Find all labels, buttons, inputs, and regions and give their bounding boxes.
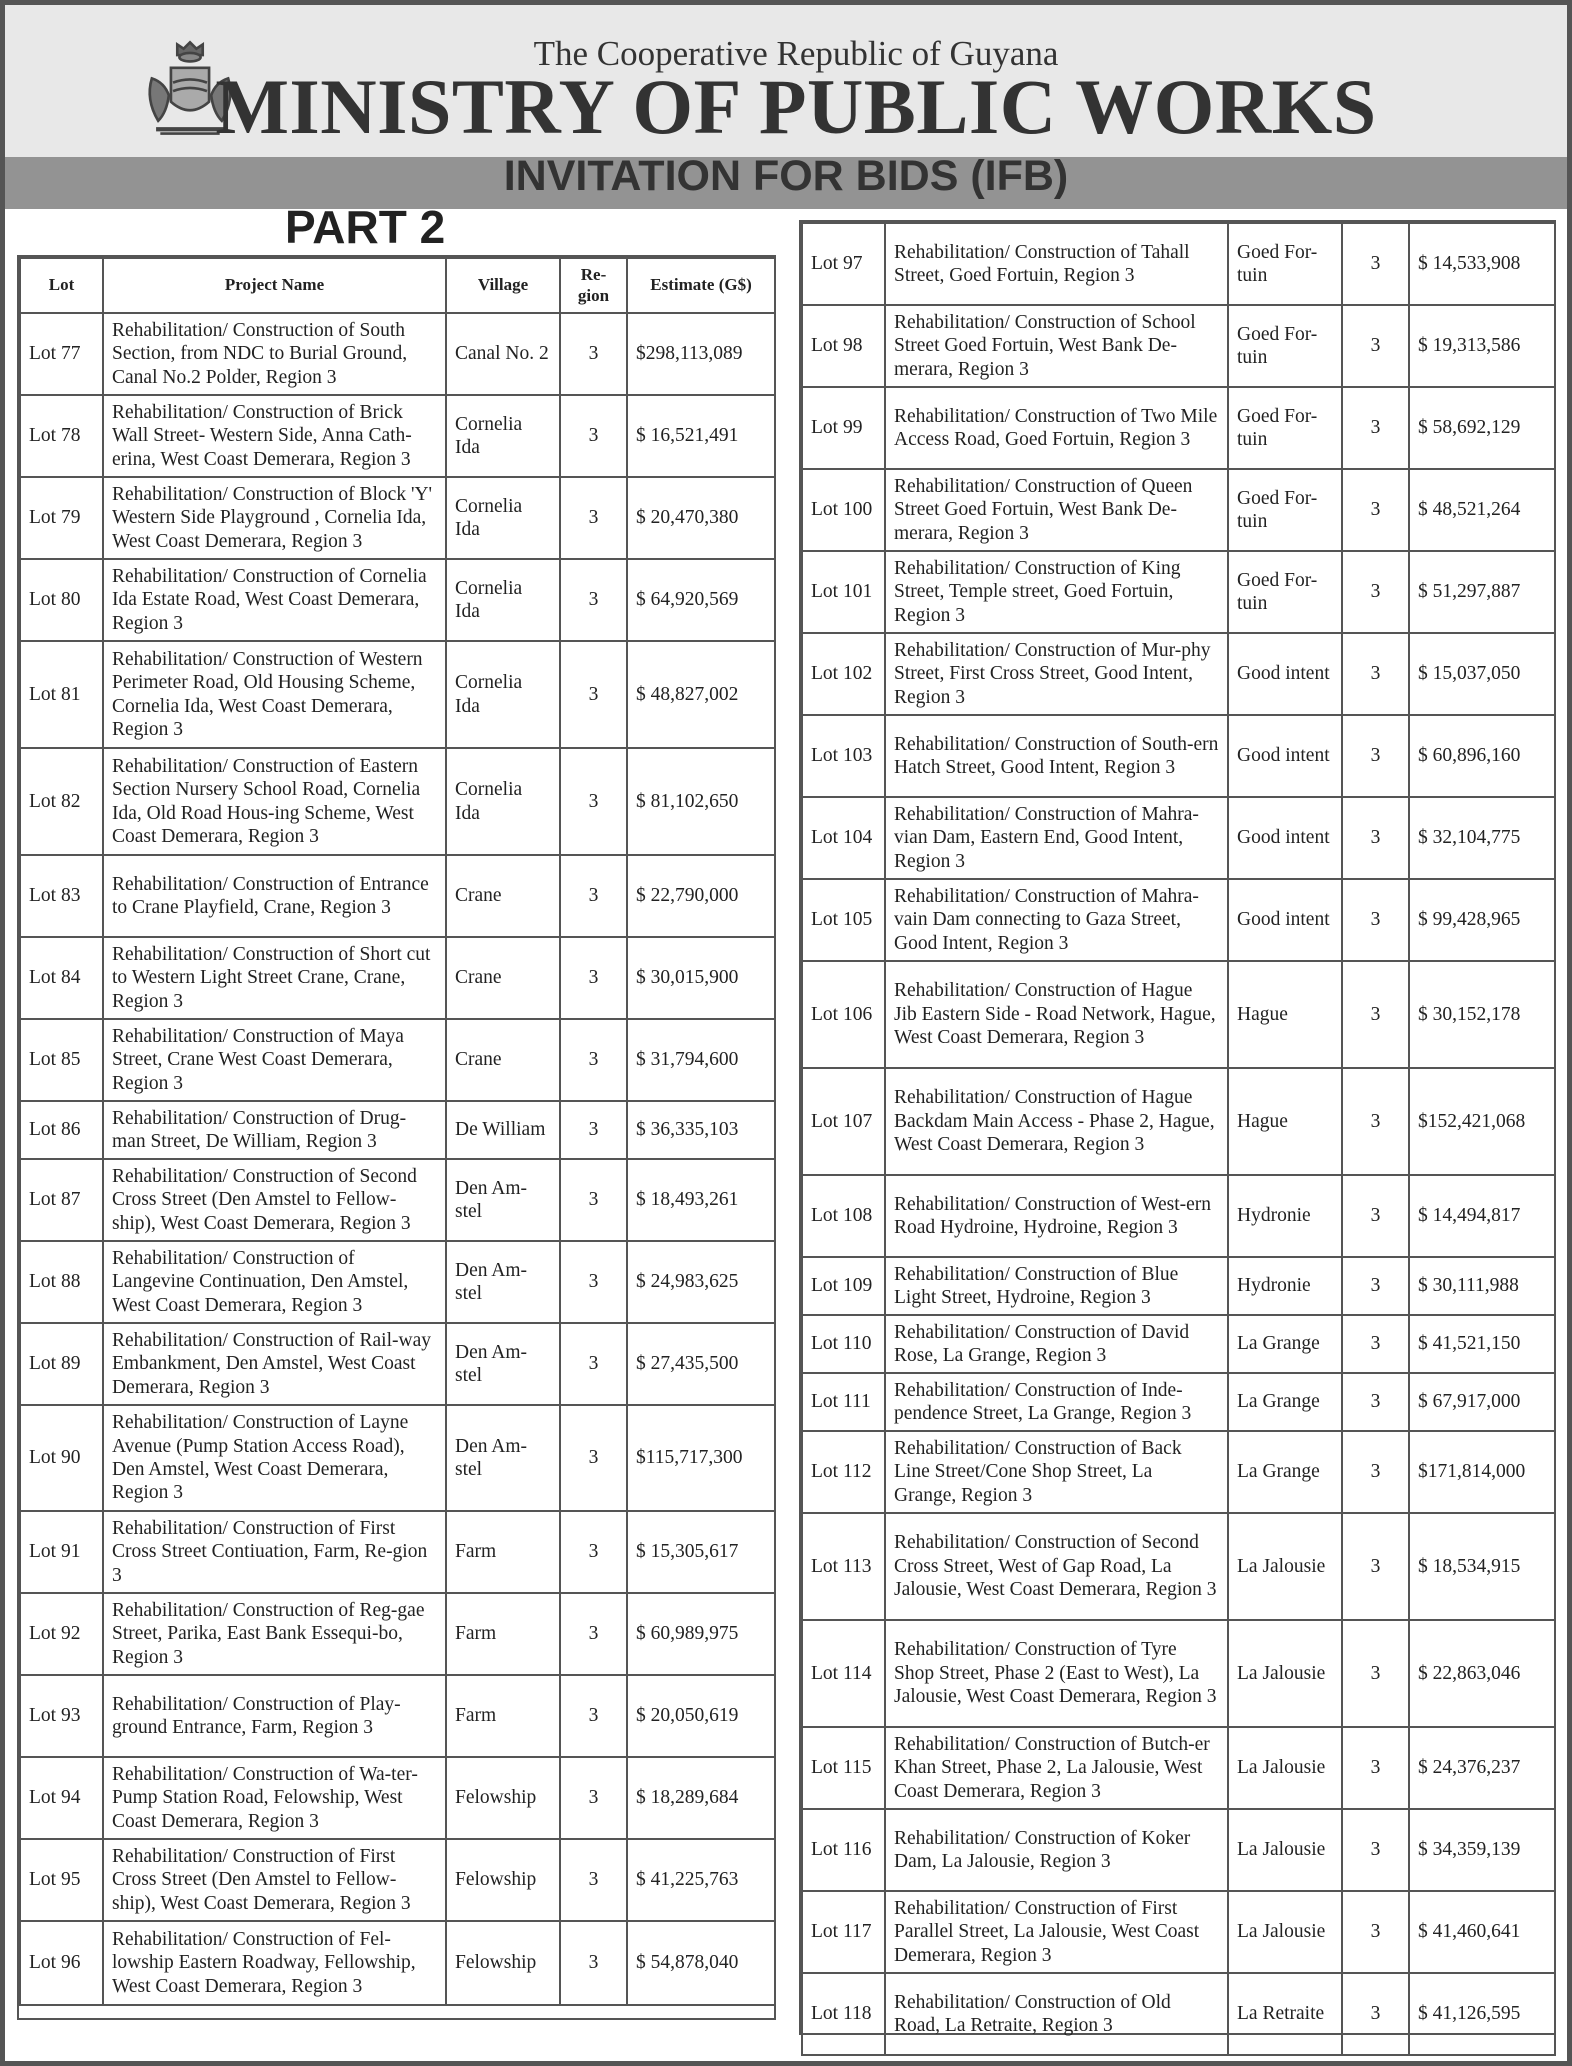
project-name-cell: Rehabilitation/ Construction of Short cut to Western Light Street Crane, Crane, Region 3 bbox=[103, 937, 446, 1019]
village-cell: Crane bbox=[446, 937, 560, 1019]
village-cell: Hague bbox=[1228, 961, 1342, 1068]
estimate-cell: $ 18,534,915 bbox=[1409, 1513, 1555, 1620]
lot-cell: Lot 80 bbox=[20, 559, 103, 641]
table-row bbox=[802, 879, 1555, 961]
project-name-cell: Rehabilitation/ Construction of Layne Avenue (Pump Station Access Road), Den Amstel, West Coast Demerara, Region 3 bbox=[103, 1405, 446, 1511]
region-cell: 3 bbox=[1342, 1891, 1409, 1973]
project-name-cell: Rehabilitation/ Construction of Western Perimeter Road, Old Housing Scheme, Cornelia Ida, West Coast Demerara, Region 3 bbox=[103, 641, 446, 748]
lot-cell: Lot 93 bbox=[20, 1675, 103, 1757]
project-name-cell: Rehabilitation/ Construction of South-ern Hatch Street, Good Intent, Region 3 bbox=[885, 715, 1228, 797]
region-cell: 3 bbox=[1342, 961, 1409, 1068]
estimate-cell: $ 20,050,619 bbox=[627, 1675, 775, 1757]
region-cell: 3 bbox=[560, 1101, 627, 1159]
lot-cell: Lot 106 bbox=[802, 961, 885, 1068]
lot-cell: Lot 86 bbox=[20, 1101, 103, 1159]
village-cell: Canal No. 2 bbox=[446, 313, 560, 395]
estimate-cell: $ 14,494,817 bbox=[1409, 1175, 1555, 1257]
estimate-cell: $ 30,152,178 bbox=[1409, 961, 1555, 1068]
estimate-cell: $ 22,790,000 bbox=[627, 855, 775, 937]
lot-cell: Lot 79 bbox=[20, 477, 103, 559]
region-cell: 3 bbox=[560, 313, 627, 395]
table-row bbox=[20, 1511, 775, 1593]
project-name-cell: Rehabilitation/ Construction of Butch-er Khan Street, Phase 2, La Jalousie, West Coast Demerara, Region 3 bbox=[885, 1727, 1228, 1809]
region-cell: 3 bbox=[560, 559, 627, 641]
project-name-cell: Rehabilitation/ Construction of Fel-lowship Eastern Roadway, Fellowship, West Coast Demerara, Region 3 bbox=[103, 1921, 446, 2005]
village-cell: Hydronie bbox=[1228, 1257, 1342, 1315]
estimate-cell: $ 54,878,040 bbox=[627, 1921, 775, 2005]
estimate-cell: $ 67,917,000 bbox=[1409, 1373, 1555, 1431]
project-name-cell: Rehabilitation/ Construction of Langevine Continuation, Den Amstel, West Coast Demerara, Region 3 bbox=[103, 1241, 446, 1323]
table-row bbox=[20, 1405, 775, 1511]
estimate-cell: $ 64,920,569 bbox=[627, 559, 775, 641]
region-cell: 3 bbox=[560, 937, 627, 1019]
project-name-cell: Rehabilitation/ Construction of Drug-man Street, De William, Region 3 bbox=[103, 1101, 446, 1159]
village-cell: La Jalousie bbox=[1228, 1620, 1342, 1727]
village-cell: La Jalousie bbox=[1228, 1727, 1342, 1809]
project-name-cell: Rehabilitation/ Construction of Block 'Y' Western Side Playground , Cornelia Ida, West Coast Demerara, Region 3 bbox=[103, 477, 446, 559]
village-cell: Farm bbox=[446, 1511, 560, 1593]
table-row bbox=[20, 641, 775, 748]
column-header-lot: Lot bbox=[20, 258, 103, 313]
region-cell: 3 bbox=[1342, 387, 1409, 469]
project-name-cell: Rehabilitation/ Construction of Maya Street, Crane West Coast Demerara, Region 3 bbox=[103, 1019, 446, 1101]
village-cell: Den Am-stel bbox=[446, 1405, 560, 1511]
project-name-cell: Rehabilitation/ Construction of Reg-gae Street, Parika, East Bank Essequi-bo, Region 3 bbox=[103, 1593, 446, 1675]
table-row bbox=[20, 1675, 775, 1757]
estimate-cell: $ 16,521,491 bbox=[627, 395, 775, 477]
estimate-cell: $ 30,111,988 bbox=[1409, 1257, 1555, 1315]
table-row bbox=[802, 387, 1555, 469]
table-row bbox=[802, 1068, 1555, 1175]
project-name-cell: Rehabilitation/ Construction of First Parallel Street, La Jalousie, West Coast Demerara, Region 3 bbox=[885, 1891, 1228, 1973]
region-cell: 3 bbox=[560, 395, 627, 477]
village-cell: Cornelia Ida bbox=[446, 641, 560, 748]
table-row bbox=[802, 797, 1555, 879]
table-row bbox=[20, 1839, 775, 1921]
region-cell: 3 bbox=[560, 855, 627, 937]
region-cell: 3 bbox=[560, 477, 627, 559]
estimate-cell: $ 15,305,617 bbox=[627, 1511, 775, 1593]
estimate-cell: $298,113,089 bbox=[627, 313, 775, 395]
region-cell: 3 bbox=[560, 641, 627, 748]
table-row bbox=[20, 1593, 775, 1675]
project-name-cell: Rehabilitation/ Construction of Wa-ter-Pump Station Road, Felowship, West Coast Demerara, Region 3 bbox=[103, 1757, 446, 1839]
estimate-cell: $ 30,015,900 bbox=[627, 937, 775, 1019]
lot-cell: Lot 101 bbox=[802, 551, 885, 633]
village-cell: Den Am-stel bbox=[446, 1159, 560, 1241]
table-row bbox=[20, 477, 775, 559]
estimate-cell: $ 51,297,887 bbox=[1409, 551, 1555, 633]
village-cell: Goed For-tuin bbox=[1228, 551, 1342, 633]
table-row bbox=[802, 1809, 1555, 1891]
table-row bbox=[802, 1315, 1555, 1373]
village-cell: La Jalousie bbox=[1228, 1809, 1342, 1891]
region-cell: 3 bbox=[560, 1675, 627, 1757]
table-row bbox=[20, 937, 775, 1019]
village-cell: Farm bbox=[446, 1593, 560, 1675]
project-name-cell: Rehabilitation/ Construction of West-ern Road Hydroine, Hydroine, Region 3 bbox=[885, 1175, 1228, 1257]
bids-table-left bbox=[19, 257, 776, 2006]
region-cell: 3 bbox=[560, 1405, 627, 1511]
village-cell: Good intent bbox=[1228, 715, 1342, 797]
region-cell: 3 bbox=[1342, 633, 1409, 715]
lot-cell: Lot 104 bbox=[802, 797, 885, 879]
table-row bbox=[802, 1513, 1555, 1620]
table-row bbox=[20, 1159, 775, 1241]
table-row bbox=[20, 559, 775, 641]
estimate-cell: $ 41,225,763 bbox=[627, 1839, 775, 1921]
lot-cell: Lot 111 bbox=[802, 1373, 885, 1431]
table-row bbox=[802, 633, 1555, 715]
table-row bbox=[20, 1241, 775, 1323]
lot-cell: Lot 116 bbox=[802, 1809, 885, 1891]
estimate-cell: $152,421,068 bbox=[1409, 1068, 1555, 1175]
village-cell: Den Am-stel bbox=[446, 1241, 560, 1323]
project-name-cell: Rehabilitation/ Construction of Hague Backdam Main Access - Phase 2, Hague, West Coast Demerara, Region 3 bbox=[885, 1068, 1228, 1175]
estimate-cell: $ 15,037,050 bbox=[1409, 633, 1555, 715]
village-cell: Felowship bbox=[446, 1757, 560, 1839]
village-cell: Crane bbox=[446, 855, 560, 937]
region-cell: 3 bbox=[560, 1323, 627, 1405]
region-cell: 3 bbox=[560, 1241, 627, 1323]
project-name-cell: Rehabilitation/ Construction of South Section, from NDC to Burial Ground, Canal No.2 Polder, Region 3 bbox=[103, 313, 446, 395]
village-cell: Den Am-stel bbox=[446, 1323, 560, 1405]
lot-cell: Lot 97 bbox=[802, 223, 885, 305]
lot-cell: Lot 112 bbox=[802, 1431, 885, 1513]
table-row bbox=[802, 1257, 1555, 1315]
table-row bbox=[20, 1101, 775, 1159]
table-row bbox=[802, 305, 1555, 387]
lot-cell: Lot 77 bbox=[20, 313, 103, 395]
region-cell: 3 bbox=[560, 1593, 627, 1675]
project-name-cell: Rehabilitation/ Construction of King Street, Temple street, Goed Fortuin, Region 3 bbox=[885, 551, 1228, 633]
village-cell: La Retraite bbox=[1228, 1973, 1342, 2055]
part-heading: PART 2 bbox=[285, 201, 446, 253]
lot-cell: Lot 87 bbox=[20, 1159, 103, 1241]
lot-cell: Lot 95 bbox=[20, 1839, 103, 1921]
estimate-cell: $ 27,435,500 bbox=[627, 1323, 775, 1405]
project-name-cell: Rehabilitation/ Construction of Old Road, La Retraite, Region 3 bbox=[885, 1973, 1228, 2055]
region-cell: 3 bbox=[1342, 1620, 1409, 1727]
project-name-cell: Rehabilitation/ Construction of Brick Wall Street- Western Side, Anna Cath-erina, West Coast Demerara, Region 3 bbox=[103, 395, 446, 477]
ifb-title: INVITATION FOR BIDS (IFB) bbox=[503, 152, 1069, 200]
project-name-cell: Rehabilitation/ Construction of Cornelia Ida Estate Road, West Coast Demerara, Region 3 bbox=[103, 559, 446, 641]
column-header-project: Project Name bbox=[103, 258, 446, 313]
village-cell: Felowship bbox=[446, 1839, 560, 1921]
table-row bbox=[802, 1431, 1555, 1513]
project-name-cell: Rehabilitation/ Construction of First Cross Street (Den Amstel to Fellow-ship), West Coast Demerara, Region 3 bbox=[103, 1839, 446, 1921]
estimate-cell: $ 60,896,160 bbox=[1409, 715, 1555, 797]
table-row bbox=[20, 855, 775, 937]
lot-cell: Lot 105 bbox=[802, 879, 885, 961]
project-name-cell: Rehabilitation/ Construction of Back Line Street/Cone Shop Street, La Grange, Region 3 bbox=[885, 1431, 1228, 1513]
table-row bbox=[802, 715, 1555, 797]
village-cell: Good intent bbox=[1228, 797, 1342, 879]
table-row bbox=[802, 1891, 1555, 1973]
estimate-cell: $ 24,376,237 bbox=[1409, 1727, 1555, 1809]
table-row bbox=[20, 1757, 775, 1839]
column-header-estimate: Estimate (G$) bbox=[627, 258, 775, 313]
lot-cell: Lot 107 bbox=[802, 1068, 885, 1175]
village-cell: La Jalousie bbox=[1228, 1891, 1342, 1973]
village-cell: Cornelia Ida bbox=[446, 559, 560, 641]
project-name-cell: Rehabilitation/ Construction of Entrance to Crane Playfield, Crane, Region 3 bbox=[103, 855, 446, 937]
estimate-cell: $ 41,460,641 bbox=[1409, 1891, 1555, 1973]
table-row bbox=[802, 961, 1555, 1068]
estimate-cell: $ 48,521,264 bbox=[1409, 469, 1555, 551]
estimate-cell: $ 32,104,775 bbox=[1409, 797, 1555, 879]
region-cell: 3 bbox=[1342, 469, 1409, 551]
table-row bbox=[20, 1019, 775, 1101]
lot-cell: Lot 115 bbox=[802, 1727, 885, 1809]
village-cell: De William bbox=[446, 1101, 560, 1159]
table-row bbox=[802, 1175, 1555, 1257]
estimate-cell: $171,814,000 bbox=[1409, 1431, 1555, 1513]
project-name-cell: Rehabilitation/ Construction of Eastern Section Nursery School Road, Cornelia Ida, Old Road Hous-ing Scheme, West Coast Demerara, Region 3 bbox=[103, 748, 446, 855]
lot-cell: Lot 81 bbox=[20, 641, 103, 748]
lot-cell: Lot 85 bbox=[20, 1019, 103, 1101]
village-cell: La Grange bbox=[1228, 1315, 1342, 1373]
village-cell: Farm bbox=[446, 1675, 560, 1757]
lot-cell: Lot 117 bbox=[802, 1891, 885, 1973]
region-cell: 3 bbox=[1342, 223, 1409, 305]
lot-cell: Lot 94 bbox=[20, 1757, 103, 1839]
table-row bbox=[802, 1727, 1555, 1809]
estimate-cell: $ 48,827,002 bbox=[627, 641, 775, 748]
table-row bbox=[802, 223, 1555, 305]
region-cell: 3 bbox=[1342, 1257, 1409, 1315]
project-name-cell: Rehabilitation/ Construction of Mahra-vain Dam connecting to Gaza Street, Good Intent, Region 3 bbox=[885, 879, 1228, 961]
table-row bbox=[802, 551, 1555, 633]
region-cell: 3 bbox=[1342, 1175, 1409, 1257]
column-header-region: Re-gion bbox=[560, 258, 627, 313]
table-row bbox=[20, 395, 775, 477]
project-name-cell: Rehabilitation/ Construction of Play-ground Entrance, Farm, Region 3 bbox=[103, 1675, 446, 1757]
estimate-cell: $ 24,983,625 bbox=[627, 1241, 775, 1323]
lot-cell: Lot 113 bbox=[802, 1513, 885, 1620]
village-cell: Cornelia Ida bbox=[446, 748, 560, 855]
table-row bbox=[802, 1373, 1555, 1431]
lot-cell: Lot 78 bbox=[20, 395, 103, 477]
village-cell: La Jalousie bbox=[1228, 1513, 1342, 1620]
lot-cell: Lot 114 bbox=[802, 1620, 885, 1727]
village-cell: Good intent bbox=[1228, 633, 1342, 715]
estimate-cell: $ 18,493,261 bbox=[627, 1159, 775, 1241]
village-cell: Goed For-tuin bbox=[1228, 305, 1342, 387]
lot-cell: Lot 90 bbox=[20, 1405, 103, 1511]
project-name-cell: Rehabilitation/ Construction of Koker Dam, La Jalousie, Region 3 bbox=[885, 1809, 1228, 1891]
estimate-cell: $ 22,863,046 bbox=[1409, 1620, 1555, 1727]
estimate-cell: $ 14,533,908 bbox=[1409, 223, 1555, 305]
lot-cell: Lot 108 bbox=[802, 1175, 885, 1257]
region-cell: 3 bbox=[560, 748, 627, 855]
estimate-cell: $ 34,359,139 bbox=[1409, 1809, 1555, 1891]
lot-cell: Lot 103 bbox=[802, 715, 885, 797]
estimate-cell: $ 18,289,684 bbox=[627, 1757, 775, 1839]
project-name-cell: Rehabilitation/ Construction of David Rose, La Grange, Region 3 bbox=[885, 1315, 1228, 1373]
table-row bbox=[20, 748, 775, 855]
region-cell: 3 bbox=[1342, 797, 1409, 879]
project-name-cell: Rehabilitation/ Construction of Inde-pendence Street, La Grange, Region 3 bbox=[885, 1373, 1228, 1431]
estimate-cell: $ 81,102,650 bbox=[627, 748, 775, 855]
lot-cell: Lot 89 bbox=[20, 1323, 103, 1405]
table-row bbox=[802, 469, 1555, 551]
estimate-cell: $ 41,521,150 bbox=[1409, 1315, 1555, 1373]
ministry-title: MINISTRY OF PUBLIC WORKS bbox=[215, 63, 1377, 150]
estimate-cell: $ 31,794,600 bbox=[627, 1019, 775, 1101]
estimate-cell: $ 41,126,595 bbox=[1409, 1973, 1555, 2055]
village-cell: Hydronie bbox=[1228, 1175, 1342, 1257]
table-row bbox=[802, 1973, 1555, 2055]
region-cell: 3 bbox=[1342, 1727, 1409, 1809]
table-row bbox=[20, 1921, 775, 2005]
estimate-cell: $ 19,313,586 bbox=[1409, 305, 1555, 387]
region-cell: 3 bbox=[1342, 1973, 1409, 2055]
lot-cell: Lot 88 bbox=[20, 1241, 103, 1323]
village-cell: Crane bbox=[446, 1019, 560, 1101]
project-name-cell: Rehabilitation/ Construction of Hague Jib Eastern Side - Road Network, Hague, West Coast Demerara, Region 3 bbox=[885, 961, 1228, 1068]
region-cell: 3 bbox=[1342, 715, 1409, 797]
project-name-cell: Rehabilitation/ Construction of Second Cross Street, West of Gap Road, La Jalousie, West Coast Demerara, Region 3 bbox=[885, 1513, 1228, 1620]
project-name-cell: Rehabilitation/ Construction of First Cross Street Contiuation, Farm, Re-gion 3 bbox=[103, 1511, 446, 1593]
village-cell: Good intent bbox=[1228, 879, 1342, 961]
region-cell: 3 bbox=[1342, 305, 1409, 387]
table-row bbox=[20, 1323, 775, 1405]
estimate-cell: $ 58,692,129 bbox=[1409, 387, 1555, 469]
region-cell: 3 bbox=[560, 1921, 627, 2005]
region-cell: 3 bbox=[1342, 879, 1409, 961]
table-header-row bbox=[20, 258, 775, 313]
village-cell: Hague bbox=[1228, 1068, 1342, 1175]
region-cell: 3 bbox=[560, 1757, 627, 1839]
lot-cell: Lot 82 bbox=[20, 748, 103, 855]
estimate-cell: $ 36,335,103 bbox=[627, 1101, 775, 1159]
lot-cell: Lot 83 bbox=[20, 855, 103, 937]
region-cell: 3 bbox=[1342, 1431, 1409, 1513]
region-cell: 3 bbox=[560, 1511, 627, 1593]
project-name-cell: Rehabilitation/ Construction of Tahall Street, Goed Fortuin, Region 3 bbox=[885, 223, 1228, 305]
village-cell: Goed For-tuin bbox=[1228, 469, 1342, 551]
project-name-cell: Rehabilitation/ Construction of Rail-way Embankment, Den Amstel, West Coast Demerara, Region 3 bbox=[103, 1323, 446, 1405]
bids-table-right bbox=[801, 222, 1556, 2056]
region-cell: 3 bbox=[560, 1839, 627, 1921]
village-cell: Cornelia Ida bbox=[446, 395, 560, 477]
village-cell: La Grange bbox=[1228, 1373, 1342, 1431]
estimate-cell: $ 20,470,380 bbox=[627, 477, 775, 559]
project-name-cell: Rehabilitation/ Construction of Blue Light Street, Hydroine, Region 3 bbox=[885, 1257, 1228, 1315]
region-cell: 3 bbox=[1342, 1809, 1409, 1891]
project-name-cell: Rehabilitation/ Construction of Mahra-vian Dam, Eastern End, Good Intent, Region 3 bbox=[885, 797, 1228, 879]
table-row bbox=[802, 1620, 1555, 1727]
lot-cell: Lot 109 bbox=[802, 1257, 885, 1315]
project-name-cell: Rehabilitation/ Construction of Tyre Shop Street, Phase 2 (East to West), La Jalousie, West Coast Demerara, Region 3 bbox=[885, 1620, 1228, 1727]
lot-cell: Lot 84 bbox=[20, 937, 103, 1019]
column-header-village: Village bbox=[446, 258, 560, 313]
lot-cell: Lot 110 bbox=[802, 1315, 885, 1373]
lot-cell: Lot 118 bbox=[802, 1973, 885, 2055]
region-cell: 3 bbox=[560, 1019, 627, 1101]
project-name-cell: Rehabilitation/ Construction of Two Mile Access Road, Goed Fortuin, Region 3 bbox=[885, 387, 1228, 469]
project-name-cell: Rehabilitation/ Construction of School Street Goed Fortuin, West Bank De-merara, Region 3 bbox=[885, 305, 1228, 387]
region-cell: 3 bbox=[1342, 1373, 1409, 1431]
estimate-cell: $ 60,989,975 bbox=[627, 1593, 775, 1675]
village-cell: Goed For-tuin bbox=[1228, 387, 1342, 469]
project-name-cell: Rehabilitation/ Construction of Mur-phy Street, First Cross Street, Good Intent, Region 3 bbox=[885, 633, 1228, 715]
region-cell: 3 bbox=[1342, 1068, 1409, 1175]
region-cell: 3 bbox=[1342, 551, 1409, 633]
lot-cell: Lot 96 bbox=[20, 1921, 103, 2005]
table-row bbox=[20, 313, 775, 395]
estimate-cell: $ 99,428,965 bbox=[1409, 879, 1555, 961]
region-cell: 3 bbox=[1342, 1513, 1409, 1620]
project-name-cell: Rehabilitation/ Construction of Second Cross Street (Den Amstel to Fellow-ship), West Coast Demerara, Region 3 bbox=[103, 1159, 446, 1241]
lot-cell: Lot 102 bbox=[802, 633, 885, 715]
project-name-cell: Rehabilitation/ Construction of Queen Street Goed Fortuin, West Bank De-merara, Region 3 bbox=[885, 469, 1228, 551]
lot-cell: Lot 92 bbox=[20, 1593, 103, 1675]
lot-cell: Lot 98 bbox=[802, 305, 885, 387]
village-cell: Goed For-tuin bbox=[1228, 223, 1342, 305]
village-cell: Felowship bbox=[446, 1921, 560, 2005]
region-cell: 3 bbox=[560, 1159, 627, 1241]
region-cell: 3 bbox=[1342, 1315, 1409, 1373]
estimate-cell: $115,717,300 bbox=[627, 1405, 775, 1511]
lot-cell: Lot 99 bbox=[802, 387, 885, 469]
republic-title: The Cooperative Republic of Guyana bbox=[533, 34, 1059, 73]
village-cell: La Grange bbox=[1228, 1431, 1342, 1513]
village-cell: Cornelia Ida bbox=[446, 477, 560, 559]
lot-cell: Lot 100 bbox=[802, 469, 885, 551]
lot-cell: Lot 91 bbox=[20, 1511, 103, 1593]
